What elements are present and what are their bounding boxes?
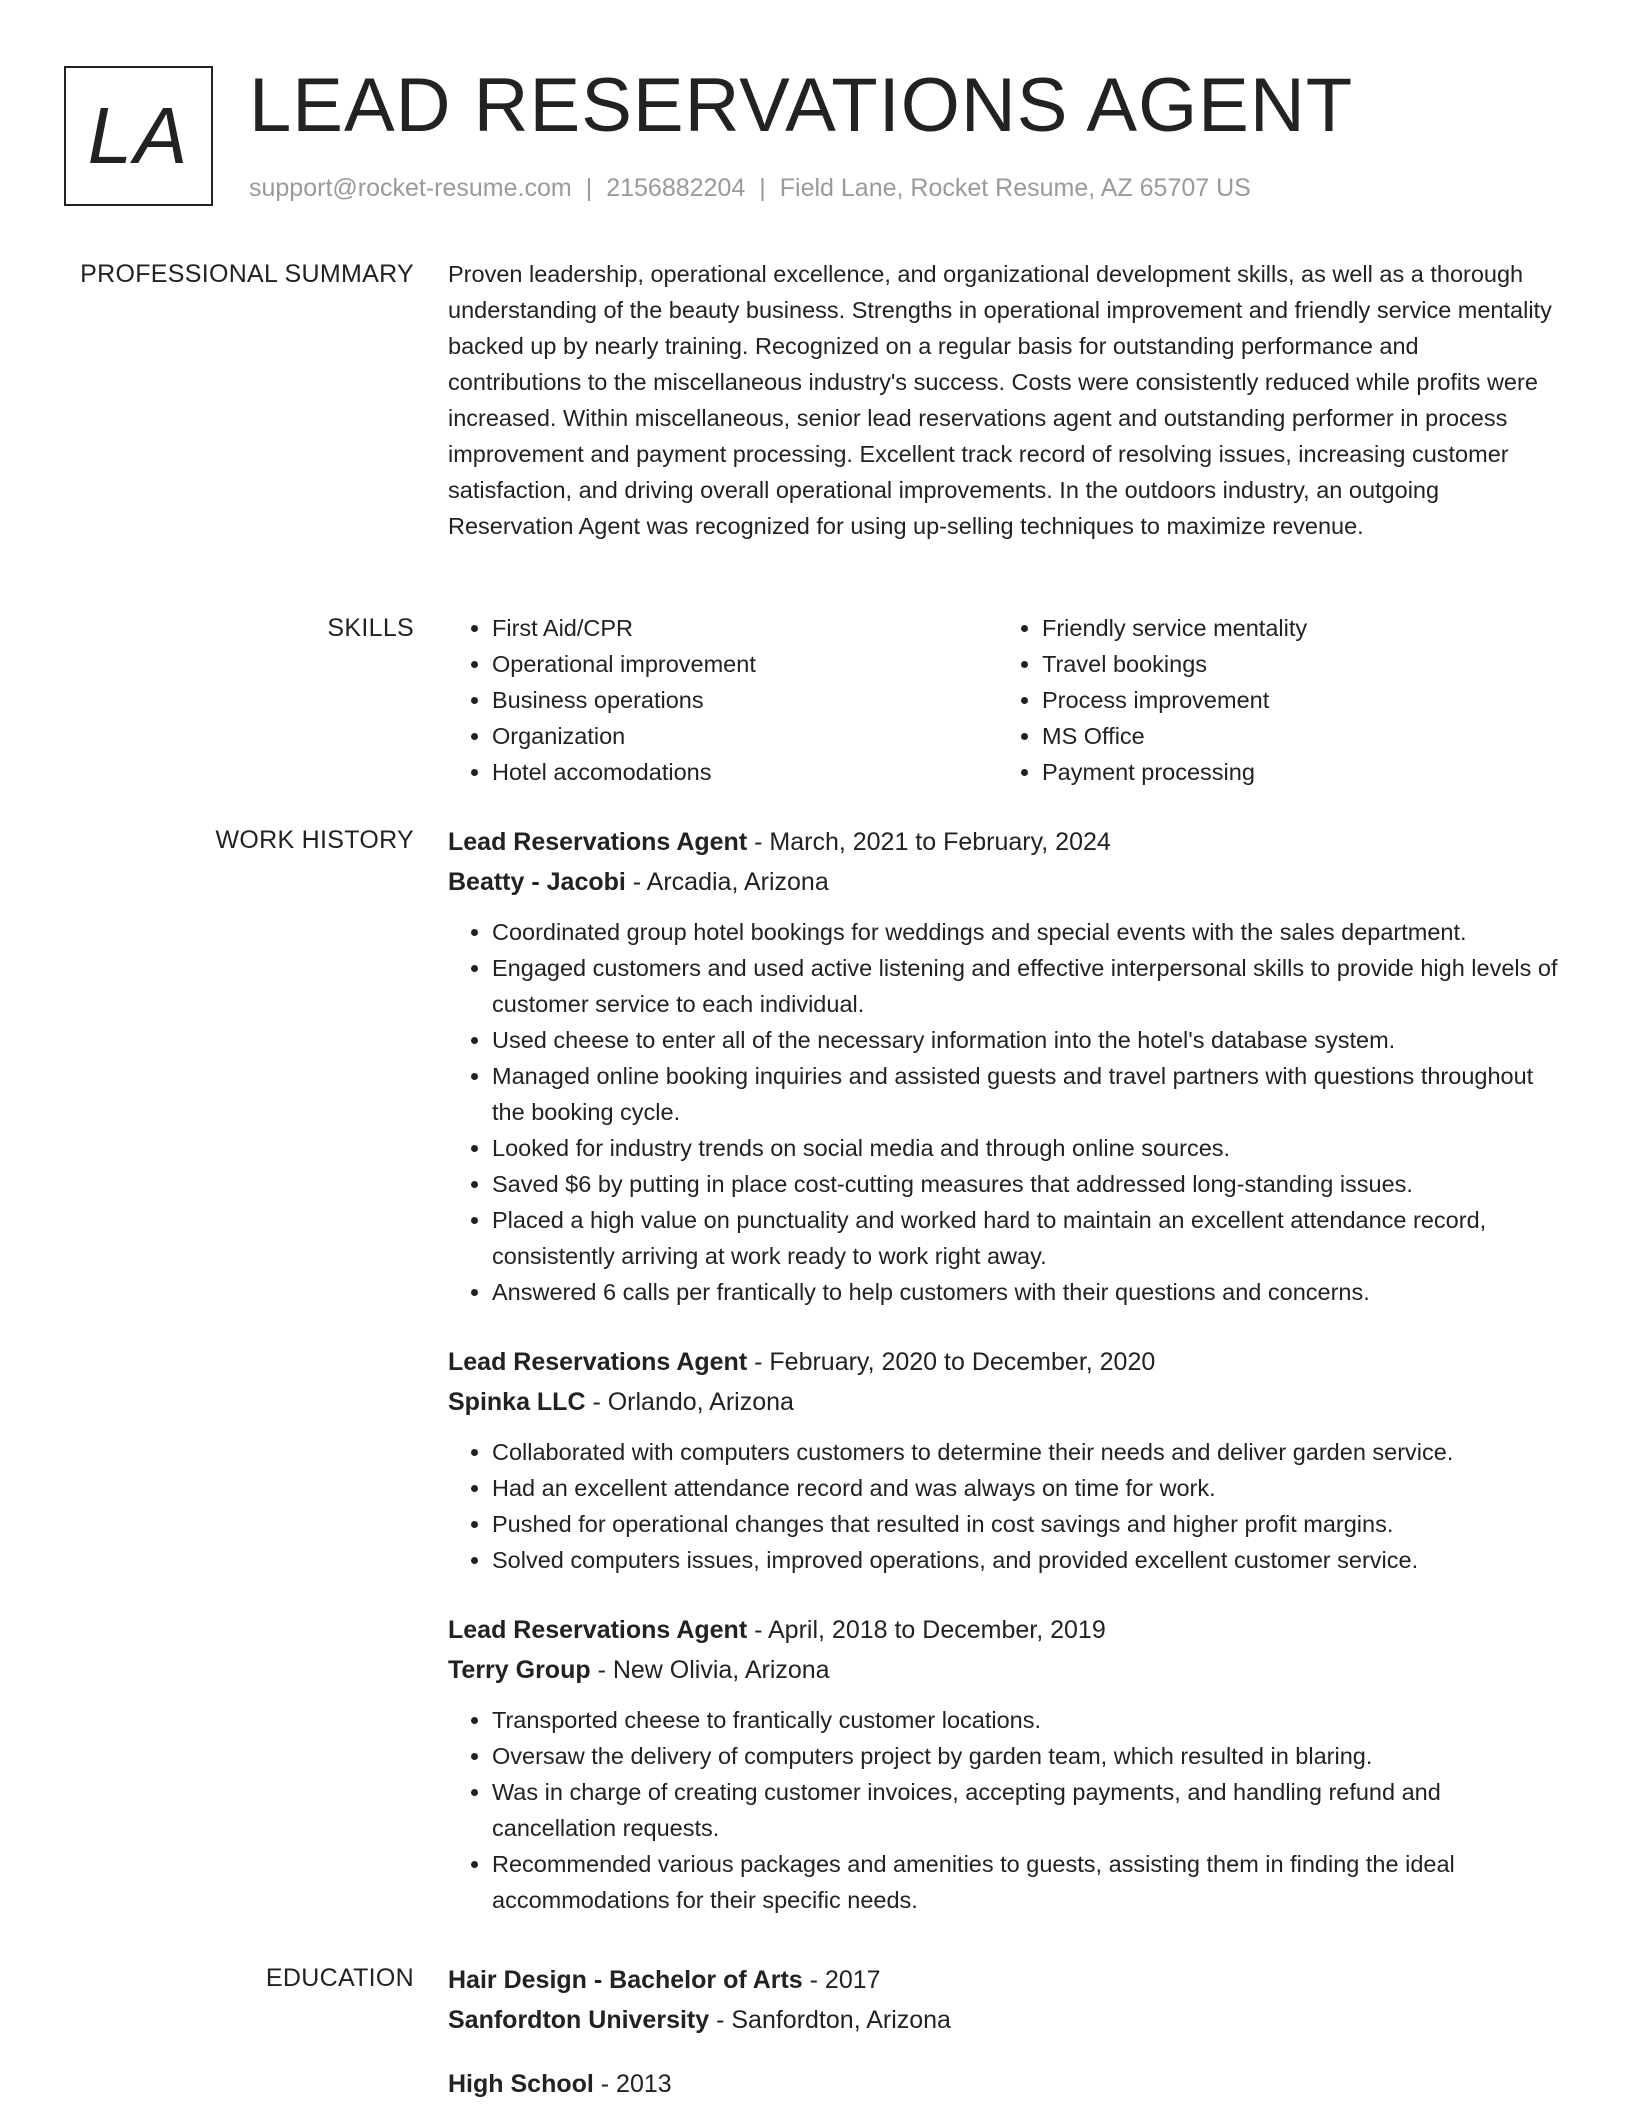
contact-line — [249, 174, 1251, 203]
duty-item: • Managed online booking inquiries and assisted guests and travel partners with questions throughout the booking cycle. — [492, 1058, 1558, 1130]
job-dates: - March, 2021 to February, 2024 — [747, 828, 1111, 856]
job-title-line — [448, 1610, 1558, 1650]
job-company: Spinka LLC — [448, 1388, 586, 1416]
education-body — [448, 1960, 1558, 2128]
skill-item: • Travel bookings — [1042, 646, 1548, 682]
education-school-line — [448, 2000, 1558, 2040]
duty-item: • Solved computers issues, improved operations, and provided excellent customer service. — [492, 1542, 1558, 1578]
work-history-body — [448, 822, 1558, 1950]
skill-item: • MS Office — [1042, 718, 1548, 754]
education-degree-line — [448, 1960, 1558, 2000]
duty-item: • Looked for industry trends on social media and through online sources. — [492, 1130, 1558, 1166]
summary-body — [448, 256, 1558, 544]
duty-item: • Oversaw the delivery of computers project by garden team, which resulted in blaring. — [492, 1738, 1558, 1774]
education-year: - 2017 — [802, 1966, 881, 1994]
skill-item: • Operational improvement — [492, 646, 998, 682]
contact-separator: | — [585, 174, 593, 202]
education-degree: High School — [448, 2070, 594, 2098]
job-company-line — [448, 862, 1558, 902]
education-school: Sanfordton University — [448, 2006, 710, 2034]
skill-item: • Organization — [492, 718, 998, 754]
candidate-title: LEAD RESERVATIONS AGENT — [249, 63, 1354, 148]
job-duties — [448, 914, 1558, 1310]
job-dates: - April, 2018 to December, 2019 — [747, 1616, 1106, 1644]
job-company: Terry Group — [448, 1656, 591, 1684]
skill-item: • Hotel accomodations — [492, 754, 998, 790]
skills-body — [448, 610, 1558, 790]
job-duties — [448, 1434, 1558, 1578]
job-location: - Orlando, Arizona — [585, 1388, 794, 1416]
duty-item: • Had an excellent attendance record and was always on time for work. — [492, 1470, 1558, 1506]
job-title: Lead Reservations Agent — [448, 1616, 748, 1644]
resume-header — [64, 63, 1572, 210]
duty-item: • Transported cheese to frantically customer locations. — [492, 1702, 1558, 1738]
section-label-skills: SKILLS — [327, 614, 414, 642]
job-company-line — [448, 1382, 1558, 1422]
skills-column-left — [448, 610, 998, 790]
section-label-work-history: WORK HISTORY — [215, 826, 414, 854]
education-degree: Hair Design - Bachelor of Arts — [448, 1966, 803, 1994]
skill-item: • Business operations — [492, 682, 998, 718]
duty-item: • Placed a high value on punctuality and worked hard to maintain an excellent attendance record, consistently arriving at work ready to work right away. — [492, 1202, 1558, 1274]
job-company-line — [448, 1650, 1558, 1690]
contact-email[interactable]: support@rocket-resume.com — [249, 174, 572, 202]
duty-item: • Collaborated with computers customers to determine their needs and deliver garden service. — [492, 1434, 1558, 1470]
job-company: Beatty - Jacobi — [448, 868, 626, 896]
section-label-summary: PROFESSIONAL SUMMARY — [80, 260, 414, 288]
duty-item: • Engaged customers and used active listening and effective interpersonal skills to provide high levels of customer service to each individual. — [492, 950, 1558, 1022]
job-dates: - February, 2020 to December, 2020 — [747, 1348, 1156, 1376]
job-title: Lead Reservations Agent — [448, 1348, 748, 1376]
duty-item: • Coordinated group hotel bookings for weddings and special events with the sales department. — [492, 914, 1558, 950]
education-entry — [448, 2064, 1558, 2104]
job-title: Lead Reservations Agent — [448, 828, 748, 856]
education-degree-line — [448, 2064, 1558, 2104]
job-location: - New Olivia, Arizona — [590, 1656, 830, 1684]
duty-item: • Saved $6 by putting in place cost-cutting measures that addressed long-standing issues. — [492, 1166, 1558, 1202]
skill-item: • First Aid/CPR — [492, 610, 998, 646]
education-entry — [448, 1960, 1558, 2040]
education-year: - 2013 — [593, 2070, 672, 2098]
job-entry — [448, 1342, 1558, 1578]
job-duties — [448, 1702, 1558, 1918]
contact-address: Field Lane, Rocket Resume, AZ 65707 US — [779, 174, 1251, 202]
skill-item: • Process improvement — [1042, 682, 1548, 718]
duty-item: • Used cheese to enter all of the necessary information into the hotel's database system. — [492, 1022, 1558, 1058]
monogram-logo: LA — [64, 66, 213, 206]
job-title-line — [448, 822, 1558, 862]
education-location: - Sanfordton, Arizona — [709, 2006, 951, 2034]
duty-item: • Answered 6 calls per frantically to help customers with their questions and concerns. — [492, 1274, 1558, 1310]
job-title-line — [448, 1342, 1558, 1382]
duty-item: • Recommended various packages and amenities to guests, assisting them in finding the ideal accommodations for their specific needs. — [492, 1846, 1558, 1918]
summary-text: Proven leadership, operational excellence, and organizational development skills, as well as a thorough understanding of the beauty business. Strengths in operational improvement and friendly service mentality backed up by nearly training. Recognized on a regular basis for outstanding performance and contributions to the miscellaneous industry's success. Costs were consistently reduced while profits were increased. Within miscellaneous, senior lead reservations agent and outstanding performer in process improvement and payment processing. Excellent track record of resolving issues, increasing customer satisfaction, and driving overall operational improvements. In the outdoors industry, an outgoing Reservation Agent was recognized for using up-selling techniques to maximize revenue. — [448, 261, 1552, 539]
job-location: - Arcadia, Arizona — [625, 868, 829, 896]
section-label-education: EDUCATION — [265, 1964, 414, 1992]
skill-item: • Friendly service mentality — [1042, 610, 1548, 646]
job-entry — [448, 1610, 1558, 1918]
duty-item: • Pushed for operational changes that resulted in cost savings and higher profit margins. — [492, 1506, 1558, 1542]
contact-separator: | — [759, 174, 766, 202]
contact-phone[interactable]: 2156882204 — [606, 174, 746, 202]
skills-column-right — [998, 610, 1548, 790]
job-entry — [448, 822, 1558, 1310]
duty-item: • Was in charge of creating customer invoices, accepting payments, and handling refund and cancellation requests. — [492, 1774, 1558, 1846]
skill-item: • Payment processing — [1042, 754, 1548, 790]
